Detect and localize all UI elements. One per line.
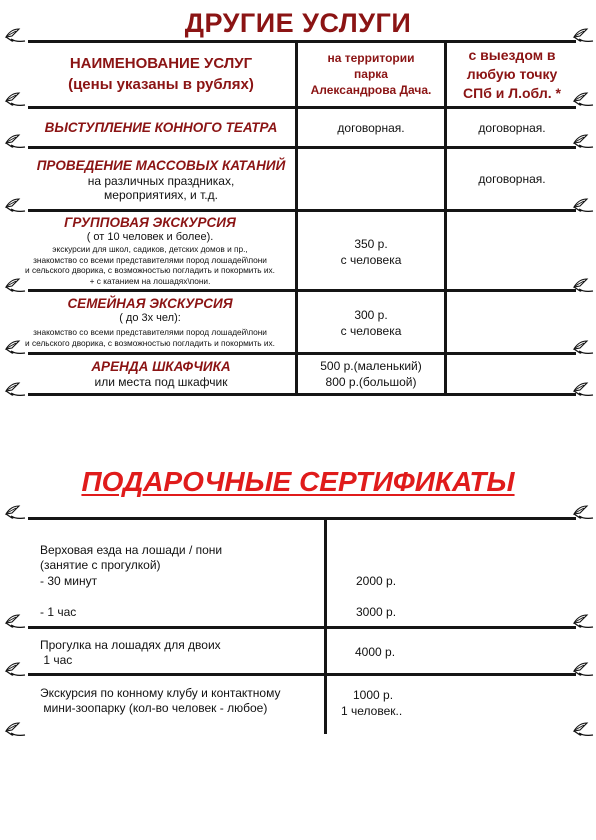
- service-row: [30, 109, 292, 146]
- quill-pen-icon: [4, 382, 26, 398]
- quill-pen-icon: [572, 505, 594, 521]
- quill-pen-icon: [4, 134, 26, 150]
- service-description: ( до 3х чел):: [119, 312, 181, 324]
- quill-pen-icon: [572, 92, 594, 108]
- service-details: экскурсии для школ, садиков, детских домов и пр.,: [52, 244, 248, 254]
- certificates-title: ПОДАРОЧНЫЕ СЕРТИФИКАТЫ: [81, 466, 515, 497]
- quill-pen-icon: [572, 722, 594, 738]
- service-details: знакомство со всеми представителями пород лошадей\пони: [33, 254, 267, 265]
- table-border: [28, 352, 576, 355]
- header-name: НАИМЕНОВАНИЕ УСЛУГ: [69, 55, 253, 72]
- service-title: АРЕНДА ШКАФЧИКА: [91, 359, 231, 374]
- table-border: [28, 517, 576, 520]
- header-name-cell: [30, 42, 292, 106]
- certificate-price: 3000 р.: [356, 605, 397, 619]
- header-visit: любую точку: [466, 65, 558, 82]
- certificate-description: Верховая езда на лошади / пони: [40, 543, 223, 557]
- quill-pen-icon: [572, 278, 594, 294]
- table-border: [28, 673, 576, 676]
- price-park: 350 р. с человека: [340, 237, 402, 267]
- certificate-price: 2000 р.: [356, 574, 397, 588]
- service-title: ПРОВЕДЕНИЕ МАССОВЫХ КАТАНИЙ: [36, 158, 286, 173]
- service-row: [30, 151, 292, 209]
- table-border: [324, 519, 327, 734]
- header-park: парка: [354, 67, 388, 81]
- quill-pen-icon: [4, 28, 26, 44]
- certificate-description: мини-зоопарку (кол-во человек - любое): [40, 701, 268, 715]
- table-border: [28, 626, 576, 629]
- service-details: знакомство со всеми представителями пород лошадей\пони: [33, 327, 267, 337]
- service-details: и сельского дворика, с возможностью погладить и покормить их.: [25, 337, 275, 348]
- service-title: ГРУППОВАЯ ЭКСКУРСИЯ: [64, 215, 236, 230]
- service-title: ВЫСТУПЛЕНИЕ КОННОГО ТЕАТРА: [44, 120, 278, 135]
- certificate-price: 1000 р.: [353, 688, 394, 702]
- quill-pen-icon: [4, 92, 26, 108]
- quill-pen-icon: [4, 340, 26, 356]
- certificate-description: Прогулка на лошадях для двоих: [40, 638, 221, 652]
- certificate-price: 1 человек..: [341, 704, 403, 718]
- quill-pen-icon: [4, 198, 26, 214]
- service-row: [30, 356, 292, 392]
- service-description: ( от 10 человек и более).: [86, 231, 214, 243]
- quill-pen-icon: [572, 28, 594, 44]
- header-park: Александрова Дача.: [310, 83, 432, 97]
- table-border: [28, 289, 576, 292]
- service-title: СЕМЕЙНАЯ ЭКСКУРСИЯ: [67, 296, 233, 311]
- certificate-description: - 1 час: [40, 605, 77, 619]
- service-details: и сельского дворика, с возможностью погладить и покормить их.: [25, 265, 275, 275]
- service-details: + с катанием на лошадях\пони.: [89, 275, 211, 286]
- services-title: ДРУГИЕ УСЛУГИ: [184, 8, 412, 38]
- quill-pen-icon: [572, 134, 594, 150]
- certificate-description: - 30 минут: [40, 574, 98, 588]
- quill-pen-icon: [4, 505, 26, 521]
- quill-pen-icon: [572, 614, 594, 630]
- header-park-cell: [298, 42, 444, 106]
- header-visit: СПб и Л.обл. *: [463, 84, 561, 101]
- certificate-description: 1 час: [40, 653, 73, 667]
- quill-pen-icon: [4, 614, 26, 630]
- table-border: [28, 393, 576, 396]
- price-visit: договорная.: [478, 120, 546, 135]
- quill-pen-icon: [572, 662, 594, 678]
- price-park: 300 р. с человека: [340, 308, 402, 338]
- certificate-price: 4000 р.: [355, 645, 396, 659]
- quill-pen-icon: [572, 340, 594, 356]
- header-note: (цены указаны в рублях): [68, 76, 254, 93]
- price-visit: договорная.: [478, 172, 546, 186]
- service-description: мероприятиях, и т.д.: [104, 188, 218, 202]
- quill-pen-icon: [4, 278, 26, 294]
- service-row: [5, 293, 295, 352]
- price-park: 500 р.(маленький) 800 р.(большой): [320, 359, 422, 389]
- service-row: [5, 212, 295, 289]
- header-park: на территории: [327, 51, 415, 65]
- quill-pen-icon: [4, 662, 26, 678]
- certificate-description: (занятие с прогулкой): [40, 558, 161, 572]
- header-visit: с выездом в: [468, 46, 556, 63]
- quill-pen-icon: [572, 382, 594, 398]
- service-description: или места под шкафчик: [94, 375, 228, 389]
- quill-pen-icon: [572, 198, 594, 214]
- price-park: договорная.: [337, 120, 405, 135]
- service-description: на различных праздниках,: [87, 174, 235, 188]
- quill-pen-icon: [4, 722, 26, 738]
- certificate-description: Экскурсия по конному клубу и контактному: [40, 686, 281, 700]
- header-visit-cell: [447, 42, 577, 106]
